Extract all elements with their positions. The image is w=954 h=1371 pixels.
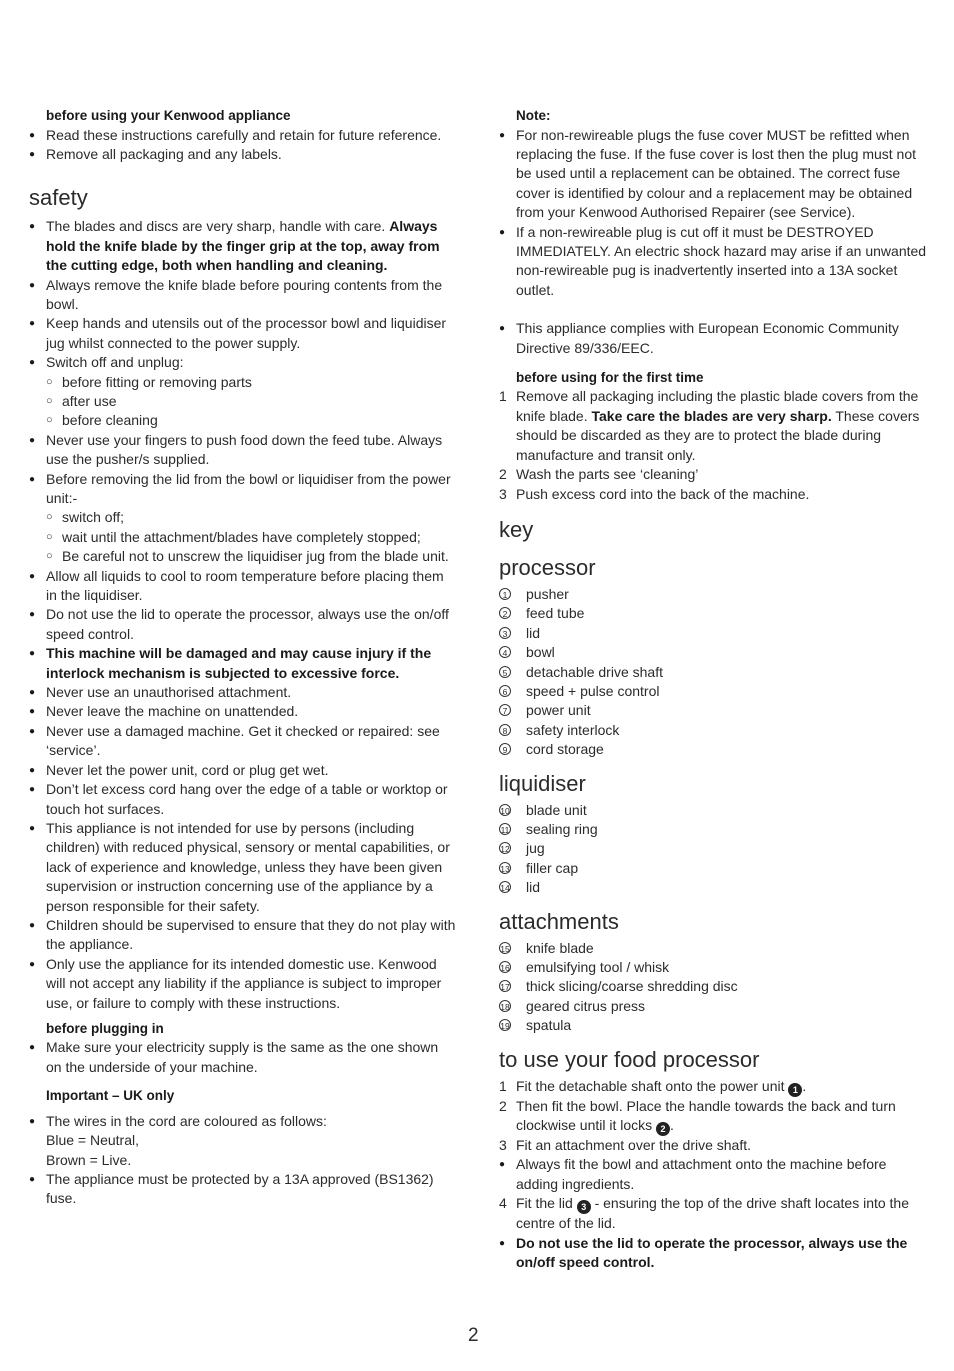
key-label: lid <box>526 624 541 641</box>
key-item <box>499 604 929 623</box>
key-label: bowl <box>526 644 555 661</box>
step-number: 1 <box>499 1077 507 1094</box>
key-item <box>499 839 929 858</box>
key-number: 10 <box>500 805 510 816</box>
key-item <box>499 740 929 759</box>
key-label: knife blade <box>526 939 594 956</box>
key-item <box>499 878 929 897</box>
numbered-item <box>499 465 929 484</box>
processor-title: processor <box>499 554 596 580</box>
key-number: 11 <box>500 824 510 835</box>
sub-list-item: ○ switch off; <box>29 508 457 527</box>
step-number: 2 <box>499 1097 507 1114</box>
key-number: 17 <box>500 982 510 993</box>
list-item: ● Allow all liquids to cool to room temperature before placing them in the liquidiser. <box>29 567 457 606</box>
list-item: ● For non-rewireable plugs the fuse cover MUST be refitted when replacing the fuse. If the fuse cover is lost then the plug must not be used until a replacement can be obtained. The correct fuse cover is identified by colour and a replacement may be obtained from your Kenwood Authorised Repairer (see Service). <box>499 126 929 223</box>
key-number: 2 <box>499 607 511 619</box>
list-item: ● This appliance is not intended for use by persons (including children) with reduced physical, sensory or mental capabilities, or lack of experience and knowledge, unless they have been given supervision or instruction concerning use of the appliance by a person responsible for their safety. <box>29 819 457 916</box>
numbered-item <box>499 1097 929 1136</box>
before-plugging-heading: before plugging in <box>46 1020 164 1036</box>
key-number: 1 <box>499 588 511 600</box>
list-item: ● Never use a damaged machine. Get it checked or repaired: see ‘service’. <box>29 722 457 761</box>
safety-title: safety <box>29 185 88 211</box>
key-number: 18 <box>500 1001 510 1012</box>
sub-list-item: ○ Be careful not to unscrew the liquidiser jug from the blade unit. <box>29 547 457 566</box>
key-label: spatula <box>526 1017 572 1034</box>
list-item: ● Before removing the lid from the bowl or liquidiser from the power unit:- <box>29 470 457 509</box>
list-item: ● Only use the appliance for its intended domestic use. Kenwood will not accept any liability if the appliance is subject to improper use, or failure to comply with these instructions. <box>29 955 457 1013</box>
step-text: Fit the lid <box>516 1195 577 1212</box>
step-bold-text: Take care the blades are very sharp. <box>591 407 832 424</box>
key-label: thick slicing/coarse shredding disc <box>526 978 738 995</box>
key-label: pusher <box>526 585 569 602</box>
list-item <box>29 1112 457 1170</box>
list-item: ● The appliance must be protected by a 13A approved (BS1362) fuse. <box>29 1170 457 1209</box>
liquidiser-title: liquidiser <box>499 770 586 796</box>
list-item: ● Don’t let excess cord hang over the edge of a table or worktop or touch hot surfaces. <box>29 780 457 819</box>
wire-neutral: Blue = Neutral, <box>46 1132 139 1149</box>
step-text: Remove all packaging including the plastic blade covers from the knife blade. <box>516 388 919 424</box>
key-number: 6 <box>499 685 511 697</box>
key-label: geared citrus press <box>526 997 646 1014</box>
safety-bold-text: Always hold the knife blade by the finger grip at the top, away from the cutting edge, both when handling and cleaning. <box>46 218 440 274</box>
sub-list-item: ○ after use <box>29 392 457 411</box>
key-label: sealing ring <box>526 820 598 837</box>
punctuation: . <box>670 1117 674 1134</box>
key-number: 14 <box>500 883 510 894</box>
sub-list-item: ○ before fitting or removing parts <box>29 373 457 392</box>
step-text: - ensuring the top of the drive shaft locates into the centre of the lid. <box>516 1195 910 1232</box>
key-item <box>499 1016 929 1035</box>
key-item <box>499 977 929 996</box>
key-label: detachable drive shaft <box>526 663 663 680</box>
step-text: These covers should be discarded as they are to protect the blade during manufacture and transit only. <box>516 407 920 463</box>
key-number: 15 <box>500 943 510 954</box>
key-item <box>499 682 929 701</box>
numbered-item <box>499 1194 929 1233</box>
key-label: safety interlock <box>526 721 620 738</box>
key-item <box>499 801 929 820</box>
key-label: emulsifying tool / whisk <box>526 959 670 975</box>
safety-text: The blades and discs are very sharp, handle with care. <box>46 218 390 235</box>
list-item: ● If a non-rewireable plug is cut off it must be DESTROYED IMMEDIATELY. An electric shock hazard may arise if an unwanted non-rewireable pug is inadvertently inserted into a 13A socket outlet. <box>499 223 929 301</box>
right-column <box>499 106 929 1272</box>
key-item <box>499 997 929 1016</box>
key-title: key <box>499 516 534 542</box>
list-item: ● Do not use the lid to operate the processor, always use the on/off speed control. <box>29 605 457 644</box>
note-heading: Note: <box>516 108 551 123</box>
key-item <box>499 701 929 720</box>
attachments-list <box>499 939 929 1036</box>
key-number: 19 <box>500 1021 510 1032</box>
list-item: ● Always fit the bowl and attachment onto the machine before adding ingredients. <box>499 1155 929 1194</box>
key-item <box>499 939 929 958</box>
step-text: Fit the detachable shaft onto the power unit <box>516 1077 789 1094</box>
sub-list-item: ○ wait until the attachment/blades have completely stopped; <box>29 528 457 547</box>
key-item <box>499 859 929 878</box>
key-number: 7 <box>499 704 511 716</box>
key-number: 8 <box>499 724 511 736</box>
left-column <box>29 106 457 1209</box>
sub-list-item: ○ before cleaning <box>29 411 457 430</box>
uk-only-heading: Important – UK only <box>46 1088 175 1104</box>
step-text: Then fit the bowl. Place the handle towards the back and turn clockwise until it locks <box>516 1097 896 1134</box>
numbered-item <box>499 1136 929 1155</box>
key-number: 13 <box>500 863 510 874</box>
use-processor-title: to use your food processor <box>499 1046 760 1072</box>
before-using-heading: before using your Kenwood appliance <box>46 108 291 123</box>
figure-ref-icon: 1 <box>788 1083 802 1097</box>
punctuation: . <box>802 1077 807 1094</box>
step-number: 1 <box>499 388 507 405</box>
attachments-title: attachments <box>499 908 619 934</box>
list-item-warning: ● This machine will be damaged and may cause injury if the interlock mechanism is subjected to excessive force. <box>29 644 457 683</box>
step-number: 3 <box>499 485 507 502</box>
step-text: Push excess cord into the back of the machine. <box>516 485 810 502</box>
key-label: jug <box>526 840 545 857</box>
key-label: blade unit <box>526 801 587 818</box>
key-number: 9 <box>499 743 511 755</box>
list-item: ● Never let the power unit, cord or plug get wet. <box>29 761 457 780</box>
list-item: ● Make sure your electricity supply is the same as the one shown on the underside of your machine. <box>29 1038 457 1077</box>
key-item <box>499 958 929 977</box>
key-number: 5 <box>499 666 511 678</box>
processor-list <box>499 585 929 760</box>
step-number: 2 <box>499 466 507 483</box>
wire-live: Brown = Live. <box>46 1151 132 1168</box>
list-item: ● Never use your fingers to push food down the feed tube. Always use the pusher/s supplied. <box>29 431 457 470</box>
key-number: 16 <box>500 963 510 973</box>
key-label: cord storage <box>526 741 604 758</box>
key-label: power unit <box>526 702 591 719</box>
key-item <box>499 643 929 662</box>
key-item <box>499 721 929 740</box>
list-item: ● Never use an unauthorised attachment. <box>29 683 457 702</box>
figure-ref-icon: 2 <box>656 1122 670 1136</box>
key-item <box>499 585 929 604</box>
key-item <box>499 624 929 643</box>
numbered-item <box>499 485 929 504</box>
page-number: 2 <box>468 1325 479 1346</box>
key-number: 12 <box>500 844 510 855</box>
list-item: ● Children should be supervised to ensure that they do not play with the appliance. <box>29 916 457 955</box>
step-text: Wash the parts see ‘cleaning’ <box>516 466 699 483</box>
numbered-item <box>499 387 929 465</box>
list-item: ● Never leave the machine on unattended. <box>29 702 457 721</box>
key-label: feed tube <box>526 605 585 622</box>
key-item <box>499 663 929 682</box>
list-item-warning: ● Do not use the lid to operate the processor, always use the on/off speed control. <box>499 1234 929 1273</box>
key-number: 3 <box>499 627 511 639</box>
list-item: ● Switch off and unplug: <box>29 353 457 372</box>
key-number: 4 <box>499 646 511 658</box>
list-item: ● Read these instructions carefully and retain for future reference. <box>29 126 457 145</box>
key-item <box>499 820 929 839</box>
list-item <box>29 217 457 275</box>
step-text: Fit an attachment over the drive shaft. <box>516 1137 752 1154</box>
figure-ref-icon: 3 <box>577 1200 591 1214</box>
numbered-item <box>499 1077 929 1097</box>
list-item: ● Always remove the knife blade before pouring contents from the bowl. <box>29 276 457 315</box>
wire-colours-intro: ● The wires in the cord are coloured as follows: <box>46 1112 327 1129</box>
key-label: lid <box>526 879 541 896</box>
liquidiser-list <box>499 801 929 898</box>
first-time-heading: before using for the first time <box>516 369 704 385</box>
list-item: ● This appliance complies with European Economic Community Directive 89/336/EEC. <box>499 319 929 358</box>
step-number: 3 <box>499 1137 507 1154</box>
step-number: 4 <box>499 1195 507 1212</box>
list-item: ● Keep hands and utensils out of the processor bowl and liquidiser jug whilst connected to the power supply. <box>29 314 457 353</box>
list-item: ● Remove all packaging and any labels. <box>29 145 457 164</box>
key-label: speed + pulse control <box>526 682 660 699</box>
key-label: filler cap <box>526 859 579 876</box>
